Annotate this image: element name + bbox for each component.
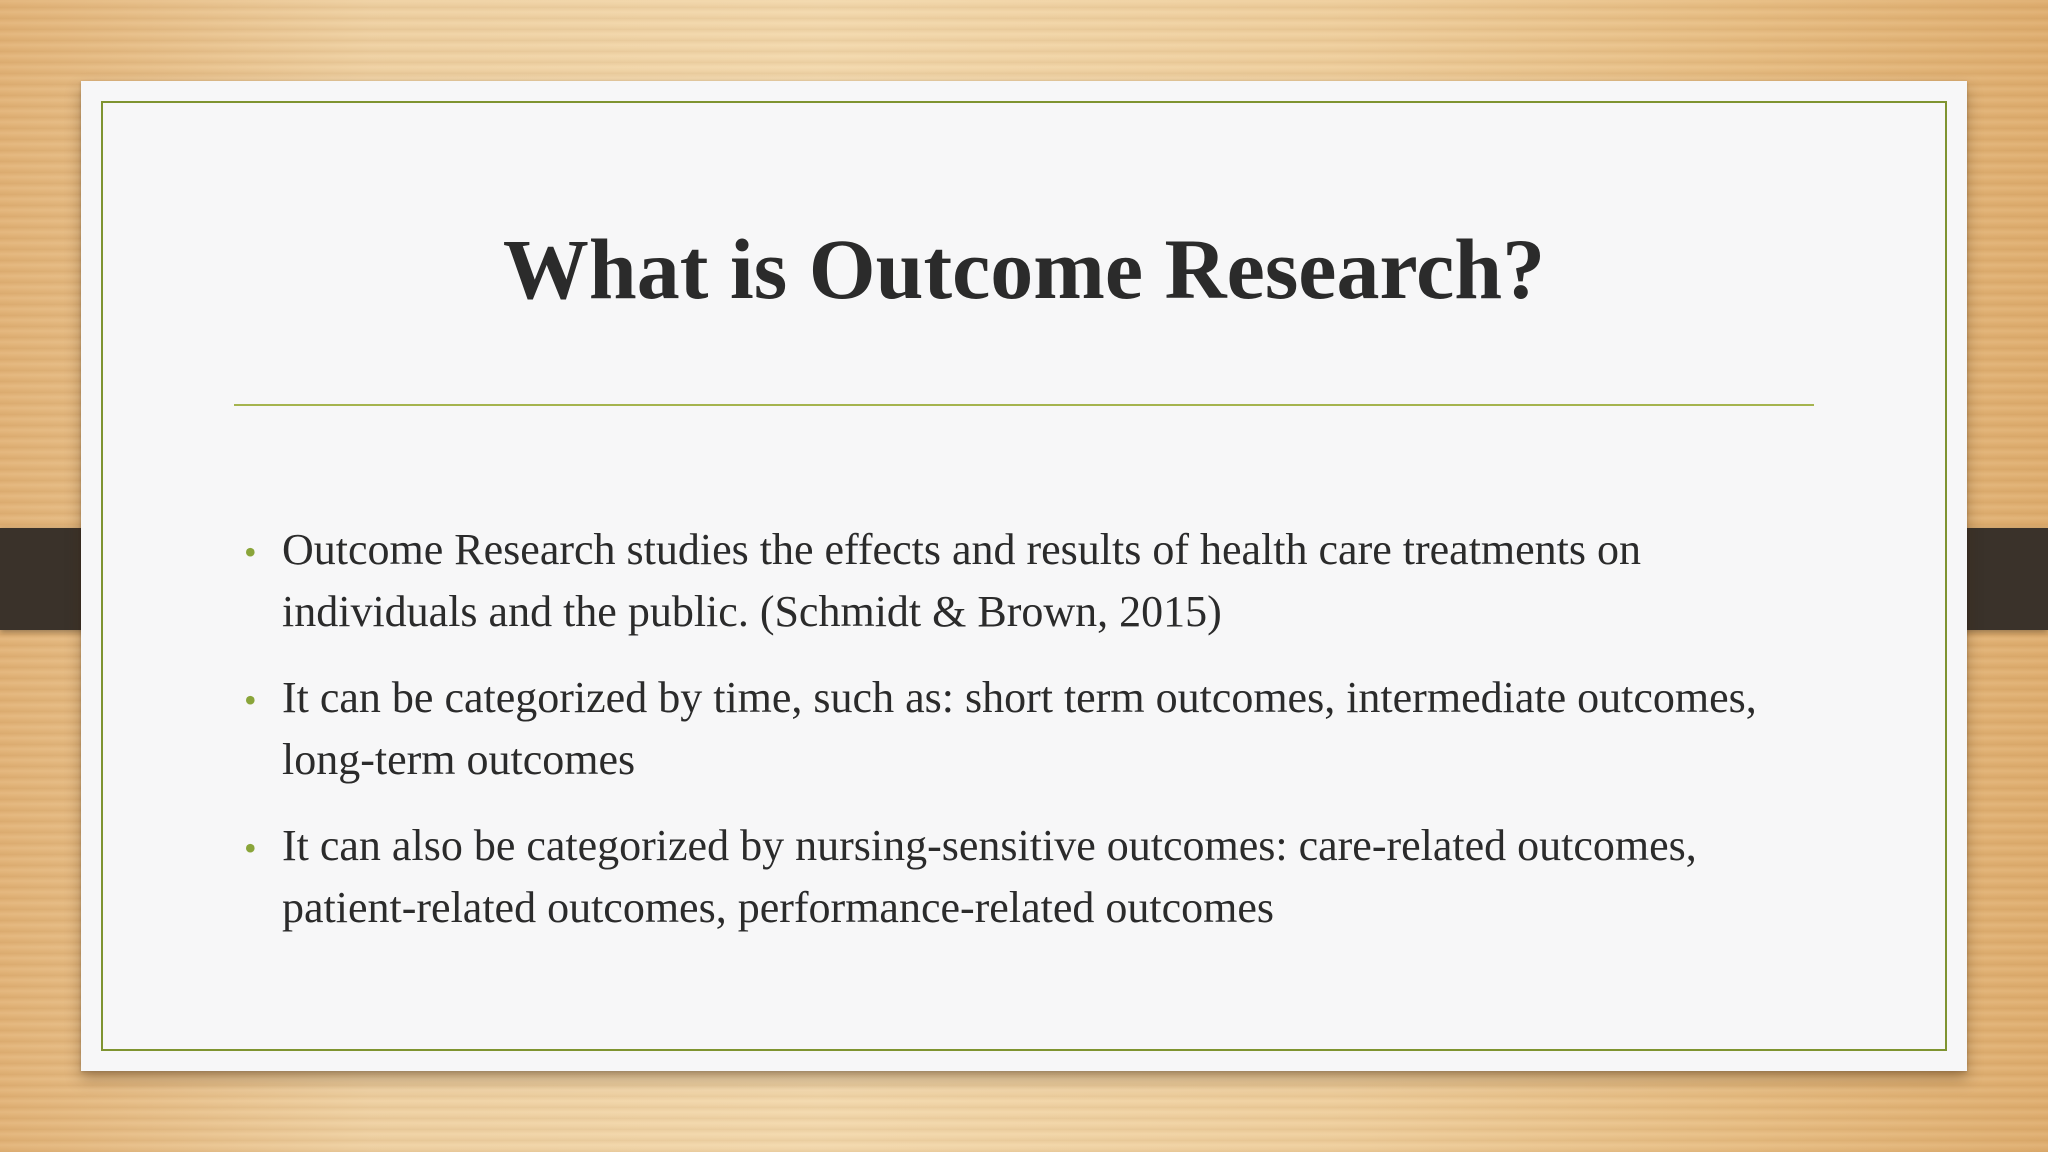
title-divider: [234, 404, 1814, 406]
bullet-dot-icon: •: [244, 532, 257, 572]
bullet-item: [234, 519, 1834, 643]
bullet-dot-icon: •: [244, 680, 257, 720]
slide-canvas: [81, 81, 1967, 1071]
bullet-text: Outcome Research studies the effects and results of health care treatments on individuals and the public. (Schmidt & Brown, 2015): [282, 525, 1642, 636]
bullet-item: [234, 815, 1834, 939]
bullet-dot-icon: •: [244, 828, 257, 868]
bullet-text: It can also be categorized by nursing-sensitive outcomes: care-related outcomes, patient-related outcomes, performance-related outcomes: [282, 821, 1697, 932]
bullet-text: It can be categorized by time, such as: short term outcomes, intermediate outcomes, long-term outcomes: [282, 673, 1757, 784]
slide-title: What is Outcome Research?: [502, 221, 1546, 317]
bullet-item: [234, 667, 1834, 791]
bullet-list: [234, 519, 1834, 963]
